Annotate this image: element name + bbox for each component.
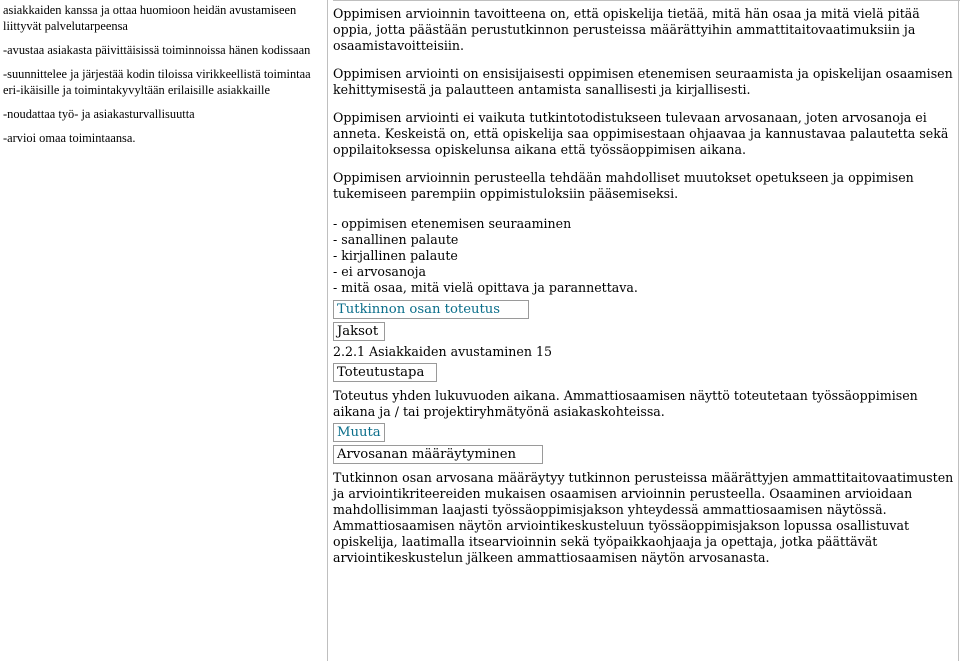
heading-other: Muuta xyxy=(333,423,385,442)
periods-text: 2.2.1 Asiakkaiden avustaminen 15 xyxy=(333,344,553,359)
list-item: - kirjallinen palaute xyxy=(333,248,458,263)
assessment-list xyxy=(333,216,958,296)
heading-implementation: Tutkinnon osan toteutus xyxy=(333,300,529,319)
list-item: - sanallinen palaute xyxy=(333,232,459,247)
left-column xyxy=(0,0,328,661)
list-item: - mitä osaa, mitä vielä opittava ja parannettava. xyxy=(333,280,638,295)
left-paragraph-4: -noudattaa työ- ja asiakasturvallisuutta xyxy=(3,107,195,121)
assessment-goal-paragraph: Oppimisen arvioinnin tavoitteena on, että opiskelija tietää, mitä hän osaa ja mitä vielä pitää oppia, jotta päästään perustutkinnon perusteissa määrättyihin ammattitaitovaatimuksiin ja osaamistavoitteisiin. xyxy=(333,6,920,53)
left-paragraph-1: asiakkaiden kanssa ja ottaa huomioon heidän avustamiseen liittyvät palvelutarpeensa xyxy=(3,3,297,33)
method-text: Toteutus yhden lukuvuoden aikana. Ammattiosaamisen näyttö toteutetaan työssäoppimisen aikana ja / tai projektiryhmätyönä asiakaskohteissa. xyxy=(333,388,918,419)
heading-grading: Arvosanan määräytyminen xyxy=(333,445,543,464)
left-paragraph-3: -suunnittelee ja järjestää kodin tiloissa virikkeellistä toimintaa eri-ikäisille ja toimintakyvyltään erilaisille asiakkaille xyxy=(3,67,311,97)
assessment-changes-paragraph: Oppimisen arvioinnin perusteella tehdään mahdolliset muutokset opetukseen ja oppimisen tukemiseen parempiin oppimistuloksiin pääsemiseksi. xyxy=(333,170,914,201)
list-item: - oppimisen etenemisen seuraaminen xyxy=(333,216,572,231)
table-right-border xyxy=(958,0,959,661)
heading-method: Toteutustapa xyxy=(333,363,437,382)
assessment-primary-paragraph: Oppimisen arviointi on ensisijaisesti oppimisen etenemisen seuraamista ja opiskelijan osaamisen kehittymisestä ja palautteen antamista sanallisesti ja kirjallisesti. xyxy=(333,66,953,97)
left-paragraph-5: -arvioi omaa toimintaansa. xyxy=(3,131,136,145)
right-column xyxy=(333,0,958,661)
grading-text: Tutkinnon osan arvosana määräytyy tutkinnon perusteissa määrättyjen ammattitaitovaatimusten ja arviointikriteereiden mukaisen osaamisen arvioinnin perusteella. Osaaminen arvioidaan mahdollisimman laajasti työssäoppimisjakson yhteydessä ammattiosaamisen näytössä. Ammattiosaamisen näytön arviointikeskusteluun työssäoppimisjakson lopussa osallistuvat opiskelija, laatimalla itsearvioinnin sekä työpaikkaohjaaja ja opettaja, jotka päättävät arviointikeskustelun jälkeen ammattiosaamisen näytön arvosanasta. xyxy=(333,470,954,565)
assessment-grade-paragraph: Oppimisen arviointi ei vaikuta tutkintotodistukseen tulevaan arvosanaan, joten arvosanoja ei anneta. Keskeistä on, että opiskelija saa oppimisestaan ohjaavaa ja kannustavaa palautetta sekä oppilaitoksessa opiskelunsa aikana että työssäoppimisen aikana. xyxy=(333,110,949,157)
list-item: - ei arvosanoja xyxy=(333,264,427,279)
heading-periods: Jaksot xyxy=(333,322,385,341)
left-paragraph-2: -avustaa asiakasta päivittäisissä toiminnoissa hänen kodissaan xyxy=(3,43,311,57)
